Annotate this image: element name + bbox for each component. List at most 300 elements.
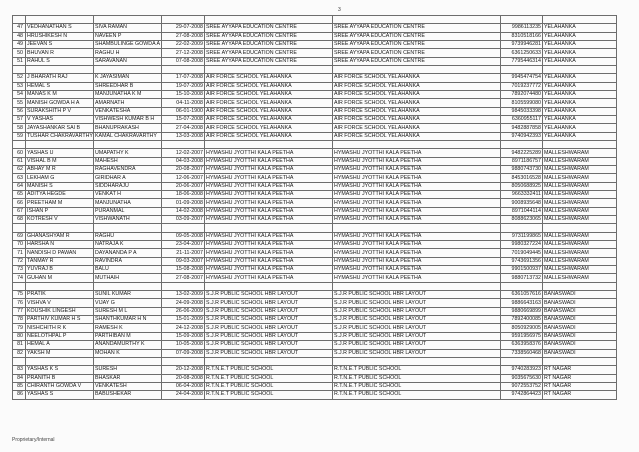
parent-name-cell: SHAMBULINGE GOWDA A bbox=[95, 41, 161, 48]
table-row bbox=[13, 40, 617, 48]
student-name-cell: VISHAL B M bbox=[26, 157, 94, 165]
student-name-cell: JAYASHANKAR SAI B bbox=[26, 124, 94, 132]
empty-cell bbox=[162, 16, 205, 24]
table-row bbox=[13, 174, 617, 182]
student-name-cell: TANMAY R bbox=[26, 257, 94, 265]
phone-number-cell: 9731199865 bbox=[501, 232, 543, 240]
date-of-birth-cell: 10-05-2008 bbox=[162, 341, 205, 349]
institution-name-cell: AIR FORCE SCHOOL YELAHANKA bbox=[333, 99, 501, 107]
table-row bbox=[13, 91, 617, 99]
school-name-cell: AIR FORCE SCHOOL YELAHANKA bbox=[205, 116, 333, 124]
table-row bbox=[13, 157, 617, 165]
school-name-cell: HYMASHU JYOTTHI KALA PEETHA bbox=[205, 241, 333, 249]
phone-number-cell: 9945474754 bbox=[501, 74, 543, 82]
table-row bbox=[13, 74, 617, 82]
empty-cell bbox=[162, 66, 205, 74]
phone-number-cell: 8050688925 bbox=[501, 182, 543, 190]
school-name-cell: HYMASHU JYOTTHI KALA PEETHA bbox=[205, 182, 333, 190]
parent-name-cell: VISHWESH KUMAR B H bbox=[94, 116, 162, 124]
phone-number-cell: 8971044114 bbox=[501, 207, 543, 215]
locality-cell: MALLESHWARAM bbox=[543, 149, 617, 157]
institution-name-cell: R.T.N.E.T PUBLIC SCHOOL bbox=[333, 382, 501, 390]
table-row bbox=[13, 332, 617, 340]
date-of-birth-cell: 23-04-2007 bbox=[162, 241, 205, 249]
empty-cell bbox=[205, 16, 333, 24]
date-of-birth-cell: 13-02-2009 bbox=[162, 291, 205, 299]
table-row bbox=[13, 307, 617, 315]
phone-number-cell: 9986113235 bbox=[501, 24, 543, 32]
serial-number-cell: 60 bbox=[13, 149, 26, 157]
serial-number-cell: 70 bbox=[13, 241, 26, 249]
empty-cell bbox=[333, 224, 501, 232]
school-name-cell: AIR FORCE SCHOOL YELAHANKA bbox=[205, 91, 333, 99]
locality-cell: MALLESHWARAM bbox=[543, 249, 617, 257]
parent-name-cell: VENKAT H bbox=[94, 191, 162, 199]
parent-name-cell: KAMAL CHAKRAVARTHY bbox=[94, 132, 162, 140]
date-of-birth-cell: 24-12-2008 bbox=[162, 324, 205, 332]
phone-number-cell: 6360955117 bbox=[501, 116, 543, 124]
empty-cell bbox=[501, 224, 543, 232]
phone-number-cell: 9880713732 bbox=[501, 274, 543, 282]
phone-number-cell: 9743691356 bbox=[501, 257, 543, 265]
school-name-cell: HYMASHU JYOTTHI KALA PEETHA bbox=[205, 207, 333, 215]
serial-number-cell: 72 bbox=[13, 257, 26, 265]
phone-number-cell: 7892074480 bbox=[501, 91, 543, 99]
locality-cell: YELAHANKA bbox=[543, 116, 617, 124]
serial-number-cell: 51 bbox=[13, 57, 26, 65]
institution-name-cell: HYMASHU JYOTTHI KALA PEETHA bbox=[333, 174, 501, 182]
locality-cell: YELAHANKA bbox=[543, 24, 617, 32]
parent-name-cell: VISHWANATH bbox=[94, 216, 162, 224]
locality-cell: YELAHANKA bbox=[543, 107, 617, 115]
school-name-cell: SREE AYYAPA EDUCATION CENTRE bbox=[205, 57, 333, 65]
serial-number-cell: 49 bbox=[13, 40, 26, 48]
date-of-birth-cell: 14-02-2008 bbox=[162, 207, 205, 215]
empty-cell bbox=[26, 357, 94, 365]
empty-cell bbox=[543, 357, 617, 365]
serial-number-cell: 75 bbox=[13, 291, 26, 299]
institution-name-cell: R.T.N.E.T PUBLIC SCHOOL bbox=[333, 366, 501, 374]
phone-number-cell: 6363958376 bbox=[501, 341, 543, 349]
parent-name-cell: SURESH bbox=[94, 366, 162, 374]
date-of-birth-cell: 03-09-2007 bbox=[162, 216, 205, 224]
locality-cell: YELAHANKA bbox=[543, 40, 617, 48]
phone-number-cell: 8310518166 bbox=[501, 32, 543, 40]
date-of-birth-cell: 18-06-2008 bbox=[162, 191, 205, 199]
locality-cell: MALLESHWARAM bbox=[543, 207, 617, 215]
school-name-cell: AIR FORCE SCHOOL YELAHANKA bbox=[205, 74, 333, 82]
serial-number-cell: 73 bbox=[13, 266, 26, 274]
institution-name-cell: AIR FORCE SCHOOL YELAHANKA bbox=[333, 74, 501, 82]
spacer-row bbox=[13, 357, 617, 365]
locality-cell: BANASWADI bbox=[543, 291, 617, 299]
student-name-cell: HEMAL S bbox=[26, 82, 94, 90]
student-name-cell: YASHAS U bbox=[26, 149, 94, 157]
parent-name-cell: SARAVANAN bbox=[94, 57, 162, 65]
date-of-birth-cell: 12-06-2007 bbox=[162, 174, 205, 182]
date-of-birth-cell: 20-12-2008 bbox=[162, 366, 205, 374]
institution-name-cell: AIR FORCE SCHOOL YELAHANKA bbox=[333, 132, 501, 140]
date-of-birth-cell: 26-06-2009 bbox=[162, 307, 205, 315]
parent-name-cell: MANJUNATHA bbox=[94, 199, 162, 207]
school-name-cell: S.J.R PUBLIC SCHOOL HBR LAYOUT bbox=[205, 332, 333, 340]
institution-name-cell: S.J.R PUBLIC SCHOOL HBR LAYOUT bbox=[333, 332, 501, 340]
empty-cell bbox=[205, 357, 333, 365]
spacer-row bbox=[13, 282, 617, 290]
table-row bbox=[13, 216, 617, 224]
serial-number-cell: 67 bbox=[13, 207, 26, 215]
empty-cell bbox=[13, 16, 26, 24]
date-of-birth-cell: 09-03-2007 bbox=[162, 257, 205, 265]
student-name-cell: YUVRAJ B bbox=[26, 266, 94, 274]
school-name-cell: SREE AYYAPA EDUCATION CENTRE bbox=[205, 49, 333, 57]
institution-name-cell: S.J.R PUBLIC SCHOOL HBR LAYOUT bbox=[333, 307, 501, 315]
school-name-cell: HYMASHU JYOTTHI KALA PEETHA bbox=[205, 174, 333, 182]
date-of-birth-cell: 07-08-2008 bbox=[162, 57, 205, 65]
date-of-birth-cell: 19-07-2009 bbox=[162, 82, 205, 90]
table-row bbox=[13, 199, 617, 207]
table-row bbox=[13, 191, 617, 199]
parent-name-cell: MOHAN K bbox=[94, 349, 162, 357]
phone-number-cell: 9482225289 bbox=[501, 149, 543, 157]
parent-name-cell: K JAYASIMAN bbox=[94, 74, 162, 82]
empty-cell bbox=[205, 66, 333, 74]
date-of-birth-cell: 13-03-2008 bbox=[162, 132, 205, 140]
parent-name-cell: NATRAJA K bbox=[94, 241, 162, 249]
phone-number-cell: 9740283923 bbox=[501, 366, 543, 374]
locality-cell: MALLESHWARAM bbox=[543, 274, 617, 282]
table-row bbox=[13, 374, 617, 382]
spacer-row bbox=[13, 16, 617, 24]
spacer-row bbox=[13, 224, 617, 232]
school-name-cell: AIR FORCE SCHOOL YELAHANKA bbox=[205, 107, 333, 115]
student-name-cell: PREETHAM M bbox=[26, 199, 94, 207]
locality-cell: BANASWADI bbox=[543, 341, 617, 349]
empty-cell bbox=[333, 66, 501, 74]
parent-name-cell: PURANMAL bbox=[94, 207, 162, 215]
student-table bbox=[12, 15, 617, 400]
empty-cell bbox=[543, 16, 617, 24]
serial-number-cell: 58 bbox=[13, 124, 26, 132]
serial-number-cell: 53 bbox=[13, 82, 26, 90]
locality-cell: YELAHANKA bbox=[543, 74, 617, 82]
table-row bbox=[13, 149, 617, 157]
phone-number-cell: 9880669899 bbox=[501, 307, 543, 315]
school-name-cell: S.J.R PUBLIC SCHOOL HBR LAYOUT bbox=[205, 316, 333, 324]
serial-number-cell: 62 bbox=[13, 166, 26, 174]
empty-cell bbox=[543, 141, 617, 149]
empty-cell bbox=[501, 282, 543, 290]
locality-cell: RT NAGAR bbox=[543, 374, 617, 382]
institution-name-cell: SREE AYYAPA EDUCATION CENTRE bbox=[333, 49, 501, 57]
date-of-birth-cell: 24-09-2008 bbox=[162, 299, 205, 307]
school-name-cell: S.J.R PUBLIC SCHOOL HBR LAYOUT bbox=[205, 341, 333, 349]
serial-number-cell: 80 bbox=[13, 332, 26, 340]
empty-cell bbox=[333, 282, 501, 290]
institution-name-cell: AIR FORCE SCHOOL YELAHANKA bbox=[333, 124, 501, 132]
locality-cell: YELAHANKA bbox=[543, 91, 617, 99]
date-of-birth-cell: 24-04-2008 bbox=[162, 391, 205, 399]
school-name-cell: AIR FORCE SCHOOL YELAHANKA bbox=[205, 99, 333, 107]
phone-number-cell: 9482887858 bbox=[501, 124, 543, 132]
parent-name-cell: BABUSHEKAR bbox=[94, 391, 162, 399]
table-row bbox=[13, 241, 617, 249]
parent-name-cell: BHASKAR bbox=[94, 374, 162, 382]
locality-cell: MALLESHWARAM bbox=[543, 257, 617, 265]
locality-cell: YELAHANKA bbox=[543, 99, 617, 107]
student-name-cell: HARSHA N bbox=[26, 241, 94, 249]
institution-name-cell: HYMASHU JYOTTHI KALA PEETHA bbox=[333, 166, 501, 174]
phone-number-cell: 8088623065 bbox=[501, 216, 543, 224]
date-of-birth-cell: 20-08-2008 bbox=[162, 374, 205, 382]
table-row bbox=[13, 391, 617, 399]
parent-name-cell: SIVA RAMAN bbox=[94, 24, 162, 32]
serial-number-cell: 86 bbox=[13, 391, 26, 399]
empty-cell bbox=[94, 16, 162, 24]
table-row bbox=[13, 366, 617, 374]
school-name-cell: HYMASHU JYOTTHI KALA PEETHA bbox=[205, 249, 333, 257]
parent-name-cell: SHANTHKUMAR H N bbox=[94, 316, 162, 324]
student-name-cell: MANAS K M bbox=[26, 91, 94, 99]
date-of-birth-cell: 04-11-2008 bbox=[162, 99, 205, 107]
table-row bbox=[13, 299, 617, 307]
institution-name-cell: AIR FORCE SCHOOL YELAHANKA bbox=[333, 116, 501, 124]
parent-name-cell: RAGHAVENDRA bbox=[94, 166, 162, 174]
empty-cell bbox=[13, 141, 26, 149]
empty-cell bbox=[162, 224, 205, 232]
school-name-cell: S.J.R PUBLIC SCHOOL HBR LAYOUT bbox=[205, 349, 333, 357]
school-name-cell: HYMASHU JYOTTHI KALA PEETHA bbox=[205, 232, 333, 240]
student-name-cell: GUHAN M bbox=[26, 274, 94, 282]
phone-number-cell: 9980327224 bbox=[501, 241, 543, 249]
date-of-birth-cell: 06-04-2008 bbox=[162, 382, 205, 390]
student-name-cell: HRUSHIKESH N bbox=[26, 32, 94, 40]
parent-name-cell: ANANDAMURTHY K bbox=[94, 341, 162, 349]
serial-number-cell: 59 bbox=[13, 132, 26, 140]
school-name-cell: HYMASHU JYOTTHI KALA PEETHA bbox=[205, 199, 333, 207]
parent-name-cell: BALU bbox=[94, 266, 162, 274]
table-row bbox=[13, 232, 617, 240]
parent-name-cell: RAVINDRA bbox=[94, 257, 162, 265]
locality-cell: MALLESHWARAM bbox=[543, 157, 617, 165]
empty-cell bbox=[501, 66, 543, 74]
student-name-cell: ABHAY M R bbox=[26, 166, 94, 174]
date-of-birth-cell: 06-01-1900 bbox=[162, 107, 205, 115]
serial-number-cell: 66 bbox=[13, 199, 26, 207]
institution-name-cell: HYMASHU JYOTTHI KALA PEETHA bbox=[333, 266, 501, 274]
date-of-birth-cell: 12-02-2007 bbox=[162, 149, 205, 157]
locality-cell: MALLESHWARAM bbox=[543, 174, 617, 182]
institution-name-cell: SREE AYYAPA EDUCATION CENTRE bbox=[333, 57, 501, 65]
institution-name-cell: SREE AYYAPA EDUCATION CENTRE bbox=[333, 40, 501, 48]
serial-number-cell: 47 bbox=[13, 24, 26, 32]
parent-name-cell: SIDDHARAJU bbox=[94, 182, 162, 190]
empty-cell bbox=[94, 66, 162, 74]
student-name-cell: ADITYA HEGDE bbox=[26, 191, 94, 199]
phone-number-cell: 7338560468 bbox=[501, 349, 543, 357]
school-name-cell: HYMASHU JYOTTHI KALA PEETHA bbox=[205, 166, 333, 174]
empty-cell bbox=[26, 16, 94, 24]
institution-name-cell: R.T.N.E.T PUBLIC SCHOOL bbox=[333, 391, 501, 399]
locality-cell: BANASWADI bbox=[543, 307, 617, 315]
empty-cell bbox=[501, 16, 543, 24]
school-name-cell: AIR FORCE SCHOOL YELAHANKA bbox=[205, 132, 333, 140]
institution-name-cell: S.J.R PUBLIC SCHOOL HBR LAYOUT bbox=[333, 316, 501, 324]
date-of-birth-cell: 15-10-2008 bbox=[162, 91, 205, 99]
parent-name-cell: NAVEEN P bbox=[94, 32, 162, 40]
table-row bbox=[13, 349, 617, 357]
locality-cell: YELAHANKA bbox=[543, 49, 617, 57]
empty-cell bbox=[13, 224, 26, 232]
phone-number-cell: 7019237772 bbox=[501, 82, 543, 90]
empty-cell bbox=[333, 16, 501, 24]
serial-number-cell: 77 bbox=[13, 307, 26, 315]
student-name-cell: PRATIK bbox=[26, 291, 94, 299]
serial-number-cell: 69 bbox=[13, 232, 26, 240]
date-of-birth-cell: 09-05-2008 bbox=[162, 232, 205, 240]
locality-cell: BANASWADI bbox=[543, 324, 617, 332]
parent-name-cell: VENKATESHA bbox=[94, 107, 162, 115]
phone-number-cell: 9739946281 bbox=[501, 40, 543, 48]
school-name-cell: AIR FORCE SCHOOL YELAHANKA bbox=[205, 82, 333, 90]
student-name-cell: YASHAS S bbox=[26, 391, 94, 399]
empty-cell bbox=[13, 66, 26, 74]
phone-number-cell: 6361057616 bbox=[501, 291, 543, 299]
phone-number-cell: 9886643163 bbox=[501, 299, 543, 307]
empty-cell bbox=[162, 141, 205, 149]
institution-name-cell: HYMASHU JYOTTHI KALA PEETHA bbox=[333, 216, 501, 224]
serial-number-cell: 83 bbox=[13, 366, 26, 374]
school-name-cell: R.T.N.E.T PUBLIC SCHOOL bbox=[205, 391, 333, 399]
footer-text: Proprietary/Internal bbox=[12, 437, 55, 443]
school-name-cell: S.J.R PUBLIC SCHOOL HBR LAYOUT bbox=[205, 291, 333, 299]
table-row bbox=[13, 166, 617, 174]
parent-name-cell: SHREEDHAR B bbox=[94, 82, 162, 90]
locality-cell: MALLESHWARAM bbox=[543, 241, 617, 249]
institution-name-cell: HYMASHU JYOTTHI KALA PEETHA bbox=[333, 199, 501, 207]
locality-cell: MALLESHWARAM bbox=[543, 182, 617, 190]
table-row bbox=[13, 99, 617, 107]
locality-cell: YELAHANKA bbox=[543, 32, 617, 40]
locality-cell: RT NAGAR bbox=[543, 391, 617, 399]
locality-cell: YELAHANKA bbox=[543, 132, 617, 140]
student-name-cell: SURAKSHITH P V bbox=[26, 107, 94, 115]
institution-name-cell: HYMASHU JYOTTHI KALA PEETHA bbox=[333, 191, 501, 199]
serial-number-cell: 85 bbox=[13, 382, 26, 390]
locality-cell: BANASWADI bbox=[543, 299, 617, 307]
table-row bbox=[13, 274, 617, 282]
school-name-cell: SREE AYYAPA EDUCATION CENTRE bbox=[205, 24, 333, 32]
parent-name-cell: BHANUPRAKASH bbox=[94, 124, 162, 132]
student-name-cell: VEDHANATHAN S bbox=[26, 24, 94, 32]
school-name-cell: HYMASHU JYOTTHI KALA PEETHA bbox=[205, 257, 333, 265]
table-body bbox=[13, 16, 617, 400]
phone-number-cell: 8050929005 bbox=[501, 324, 543, 332]
serial-number-cell: 68 bbox=[13, 216, 26, 224]
locality-cell: YELAHANKA bbox=[543, 124, 617, 132]
phone-number-cell: 8453016528 bbox=[501, 174, 543, 182]
student-name-cell: YASHAS K S bbox=[26, 366, 94, 374]
table-row bbox=[13, 107, 617, 115]
phone-number-cell: 7019049445 bbox=[501, 249, 543, 257]
serial-number-cell: 76 bbox=[13, 299, 26, 307]
page-number: 3 bbox=[338, 7, 341, 13]
locality-cell: YELAHANKA bbox=[543, 82, 617, 90]
serial-number-cell: 56 bbox=[13, 107, 26, 115]
locality-cell: MALLESHWARAM bbox=[543, 166, 617, 174]
empty-cell bbox=[543, 224, 617, 232]
institution-name-cell: HYMASHU JYOTTHI KALA PEETHA bbox=[333, 257, 501, 265]
table-row bbox=[13, 24, 617, 32]
empty-cell bbox=[94, 282, 162, 290]
empty-cell bbox=[205, 141, 333, 149]
date-of-birth-cell: 15-07-2008 bbox=[162, 116, 205, 124]
student-name-cell: GHANASHYAM R bbox=[26, 232, 94, 240]
school-name-cell: SREE AYYAPA EDUCATION CENTRE bbox=[205, 40, 333, 48]
institution-name-cell: AIR FORCE SCHOOL YELAHANKA bbox=[333, 107, 501, 115]
student-name-cell: BHUVAN R bbox=[26, 49, 94, 57]
empty-cell bbox=[13, 282, 26, 290]
parent-name-cell: RAGHU bbox=[94, 232, 162, 240]
institution-name-cell: S.J.R PUBLIC SCHOOL HBR LAYOUT bbox=[333, 349, 501, 357]
phone-number-cell: 9845033398 bbox=[501, 107, 543, 115]
institution-name-cell: AIR FORCE SCHOOL YELAHANKA bbox=[333, 91, 501, 99]
date-of-birth-cell: 29-07-2008 bbox=[162, 24, 205, 32]
empty-cell bbox=[13, 357, 26, 365]
parent-name-cell: PARTHIBAN M bbox=[94, 332, 162, 340]
empty-cell bbox=[26, 224, 94, 232]
school-name-cell: R.T.N.E.T PUBLIC SCHOOL bbox=[205, 374, 333, 382]
student-name-cell: VISHVA V bbox=[26, 299, 94, 307]
student-name-cell: CHIRANTH GOWDA V bbox=[26, 382, 94, 390]
student-name-cell: ISHAN P bbox=[26, 207, 94, 215]
serial-number-cell: 50 bbox=[13, 49, 26, 57]
parent-name-cell: DAYANANDA P A bbox=[94, 249, 162, 257]
serial-number-cell: 52 bbox=[13, 74, 26, 82]
institution-name-cell: R.T.N.E.T PUBLIC SCHOOL bbox=[333, 374, 501, 382]
empty-cell bbox=[205, 282, 333, 290]
serial-number-cell: 65 bbox=[13, 191, 26, 199]
phone-number-cell: 9742864423 bbox=[501, 391, 543, 399]
table-row bbox=[13, 341, 617, 349]
institution-name-cell: HYMASHU JYOTTHI KALA PEETHA bbox=[333, 207, 501, 215]
student-name-cell: NISHCHITH R K bbox=[26, 324, 94, 332]
parent-name-cell: VENKATESH bbox=[94, 382, 162, 390]
phone-number-cell: 9035675630 bbox=[501, 374, 543, 382]
phone-number-cell: 7795446314 bbox=[501, 57, 543, 65]
student-name-cell: KOTRESH V bbox=[26, 216, 94, 224]
date-of-birth-cell: 04-03-2008 bbox=[162, 157, 205, 165]
date-of-birth-cell: 27-12-2008 bbox=[162, 49, 205, 57]
institution-name-cell: HYMASHU JYOTTHI KALA PEETHA bbox=[333, 182, 501, 190]
phone-number-cell: 9591956975 bbox=[501, 332, 543, 340]
school-name-cell: AIR FORCE SCHOOL YELAHANKA bbox=[205, 124, 333, 132]
parent-name-cell: SUNIL KUMAR bbox=[94, 291, 162, 299]
institution-name-cell: HYMASHU JYOTTHI KALA PEETHA bbox=[333, 241, 501, 249]
table-row bbox=[13, 266, 617, 274]
parent-name-cell: VIJAY G bbox=[94, 299, 162, 307]
parent-name-cell: MANJUNATHA K M bbox=[94, 91, 162, 99]
empty-cell bbox=[26, 66, 94, 74]
student-name-cell: RAHUL S bbox=[26, 57, 94, 65]
table-row bbox=[13, 316, 617, 324]
date-of-birth-cell: 27-08-2007 bbox=[162, 274, 205, 282]
table-row bbox=[13, 82, 617, 90]
empty-cell bbox=[205, 224, 333, 232]
date-of-birth-cell: 27-08-2008 bbox=[162, 32, 205, 40]
serial-number-cell: 48 bbox=[13, 32, 26, 40]
student-name-cell: PARTHIV KUMAR H S bbox=[26, 316, 94, 324]
